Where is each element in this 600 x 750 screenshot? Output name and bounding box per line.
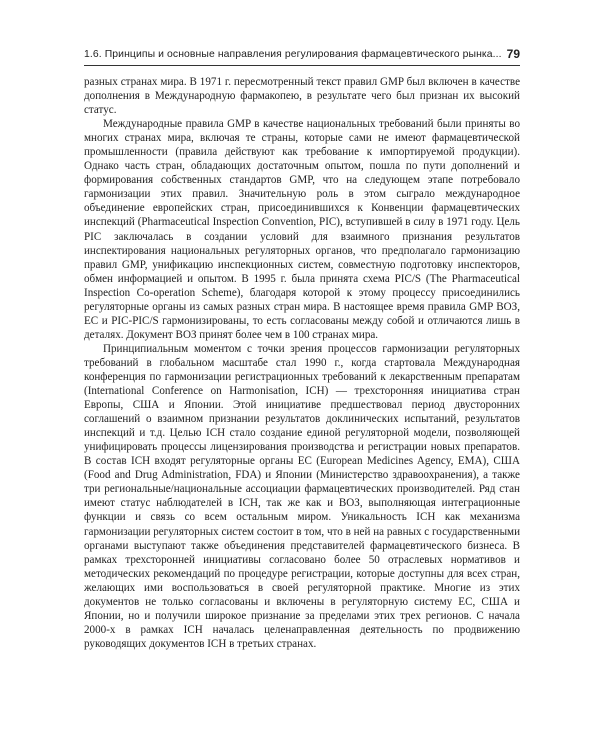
body-text: [84, 75, 520, 651]
page-number: 79: [506, 47, 520, 61]
header-title: 1.6. Принципы и основные направления регулирования фармацевтического рынка...: [84, 49, 502, 60]
paragraph-ich: Принципиальным моментом с точки зрения процессов гармонизации регуляторных требований в глобальном масштабе стал 1990 г., когда стартовала Международная конференция по гармонизации регистрационных требований к лекарственным препаратам (International Conference on Harmonisation, ICH) — трехсторонняя инициатива стран Европы, США и Японии. Этой инициативе предшествовал период двусторонних соглашений о взаимном признании результатов доклинических испытаний, результатов инспекций и т.д. Целью ICH стало создание единой регуляторной модели, позволяющей унифицировать процессы лицензирования производства и регистрации новых препаратов. В состав ICH входят регуляторные органы ЕС (European Medicines Agency, EMA), США (Food and Drug Administration, FDA) и Японии (Министерство здравоохранения), а также три региональные/национальные ассоциации фармацевтических производителей. Ряд стан имеют статус наблюдателей в ICH, так же как и ВОЗ, выполняющая интеграционные функции и связь со всем остальным миром. Уникальность ICH как механизма гармонизации регуляторных систем состоит в том, что в ней на равных с государственными органами выступают также объединения представителей фармацевтического бизнеса. В рамках трехсторонней инициативы согласовано более 50 отраслевых нормативов и методических рекомендаций по процедуре регистрации, которые доступны для всех стран, желающих ими воспользоваться в своей регуляторной практике. Многие из этих документов не только согласованы и включены в регуляторную систему ЕС, США и Японии, но и получили широкое признание за пределами этих трех регионов. С начала 2000-х в рамках ICH началась целенаправленная деятельность по продвижению руководящих документов ICH в третьих странах.: [84, 342, 520, 650]
running-header: [84, 47, 520, 66]
paragraph-continuation: разных странах мира. В 1971 г. пересмотренный текст правил GMP был включен в качестве дополнения в Международную фармакопею, в результате чего был признан их высокий статус.: [84, 76, 520, 117]
paragraph-gmp-harmonization: Международные правила GMP в качестве национальных требований были приняты во многих странах мира, включая те страны, которые сами не имеют фармацевтической промышленности (правила действуют как требование к импортируемой продукции). Однако часть стран, обладающих достаточным опытом, пошла по пути дополнений и формирования собственных стандартов GMP, что на следующем этапе потребовало гармонизации этих правил. Значительную роль в этом сыграло международное объединение европейских стран, присоединившихся к Конвенции фармацевтических инспекций (Pharmaceutical Inspection Convention, PIC), вступившей в силу в 1971 году. Цель PIC заключалась в создании условий для взаимного признания результатов инспектирования национальных регуляторных органов, что предполагало гармонизацию правил GMP, унификацию инспекционных систем, совместную подготовку инспекторов, обмен информацией и опытом. В 1995 г. была принята схема PIC/S (The Pharmaceutical Inspection Co-operation Scheme), благодаря которой к этому процессу присоединились регуляторные органы из самых разных стран мира. В настоящее время правила GMP ВОЗ, ЕС и PIC-PIC/S гармонизированы, то есть согласованы между собой и отличаются лишь в деталях. Документ ВОЗ принят более чем в 100 странах мира.: [84, 118, 520, 341]
